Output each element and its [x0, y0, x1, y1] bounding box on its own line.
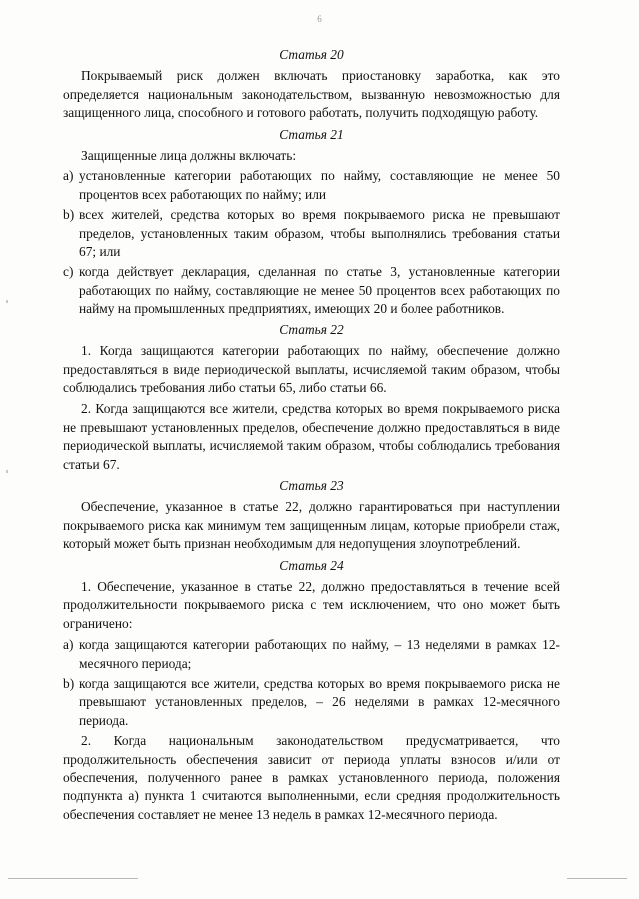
article-20	[63, 46, 560, 123]
article-paragraph: Покрываемый риск должен включать приостановку заработка, как это определяется национальным законодательством, вызванную невозможностью для защищенного лица, способного и готового работать, получить подходящую работу.	[63, 68, 560, 121]
list-marker: a)	[63, 168, 74, 184]
scan-line	[567, 878, 627, 879]
article-23	[63, 477, 560, 554]
list-marker: c)	[63, 264, 74, 280]
scan-mark	[6, 300, 8, 303]
list-item-text: всех жителей, средства которых во время покрываемого риска не превышают пределов, установленных таким образом, чтобы выполнялись требования статьи 67; или	[79, 207, 560, 260]
document-body	[63, 46, 560, 827]
article-intro: Защищенные лица должны включать:	[81, 148, 297, 164]
list-marker: b)	[63, 676, 75, 691]
list-item	[63, 636, 560, 673]
article-paragraph: 2. Когда национальным законодательством предусматривается, что продолжительность обеспечения зависит от периода уплаты взносов и/или от обеспечения, полученного ранее в рамках установленного периода, положения подпункта а) пункта 1 считаются выполненными, если средняя продолжительность обеспечения составляет не менее 13 недель в рамках 12-месячного периода.	[63, 733, 560, 822]
list-item	[63, 675, 560, 730]
list-item	[63, 167, 560, 204]
article-heading: Статья 23	[279, 477, 344, 493]
list-item-text: когда защищаются категории работающих по найму, – 13 неделями в рамках 12-месячного периода;	[79, 637, 560, 671]
scan-mark	[6, 470, 8, 473]
article-intro: 1. Обеспечение, указанное в статье 22, должно предоставляться в течение всей продолжительности покрываемого риска с тем исключением, что оно может быть ограничено:	[63, 578, 560, 631]
list-marker: b)	[63, 207, 75, 223]
list-item-text: когда действует декларация, сделанная по статье 3, установленные категории работающих по найму, составляющие не менее 50 процентов всех работающих по найму на промышленных предприятиях, имеющих 20 и более работников.	[79, 264, 560, 317]
list-item	[63, 206, 560, 261]
list-item	[63, 263, 560, 318]
article-heading: Статья 22	[279, 321, 344, 337]
list-item-text: когда защищаются все жители, средства которых во время покрываемого риска не превышают установленных пределов, – 26 неделями в рамках 12-месячного периода.	[79, 676, 560, 728]
list-marker: a)	[63, 637, 74, 653]
article-heading: Статья 21	[279, 126, 344, 142]
article-paragraph: Обеспечение, указанное в статье 22, должно гарантироваться при наступлении покрываемого риска как минимум тем защищенным лицам, которые приобрели стаж, который может быть признан необходимым для недопущения злоупотреблений.	[63, 499, 560, 552]
page-number: 6	[317, 14, 322, 24]
article-22	[63, 321, 560, 474]
article-24	[63, 557, 560, 825]
list-item-text: установленные категории работающих по найму, составляющие не менее 50 процентов всех работающих по найму; или	[79, 168, 560, 202]
article-paragraph: 2. Когда защищаются все жители, средства которых во время покрываемого риска не превышают установленных пределов, обеспечение должно предоставляться в виде периодической выплаты, исчисляемой таким образом, чтобы соблюдались требования статьи 67.	[63, 401, 560, 472]
article-21	[63, 126, 560, 319]
article-heading: Статья 24	[279, 557, 344, 573]
article-paragraph: 1. Когда защищаются категории работающих по найму, обеспечение должно предоставляться в виде периодической выплаты, исчисляемой таким образом, чтобы соблюдались требования либо статьи 65, либо статьи 66.	[63, 343, 560, 395]
article-heading: Статья 20	[279, 47, 344, 62]
scan-line	[8, 878, 138, 879]
